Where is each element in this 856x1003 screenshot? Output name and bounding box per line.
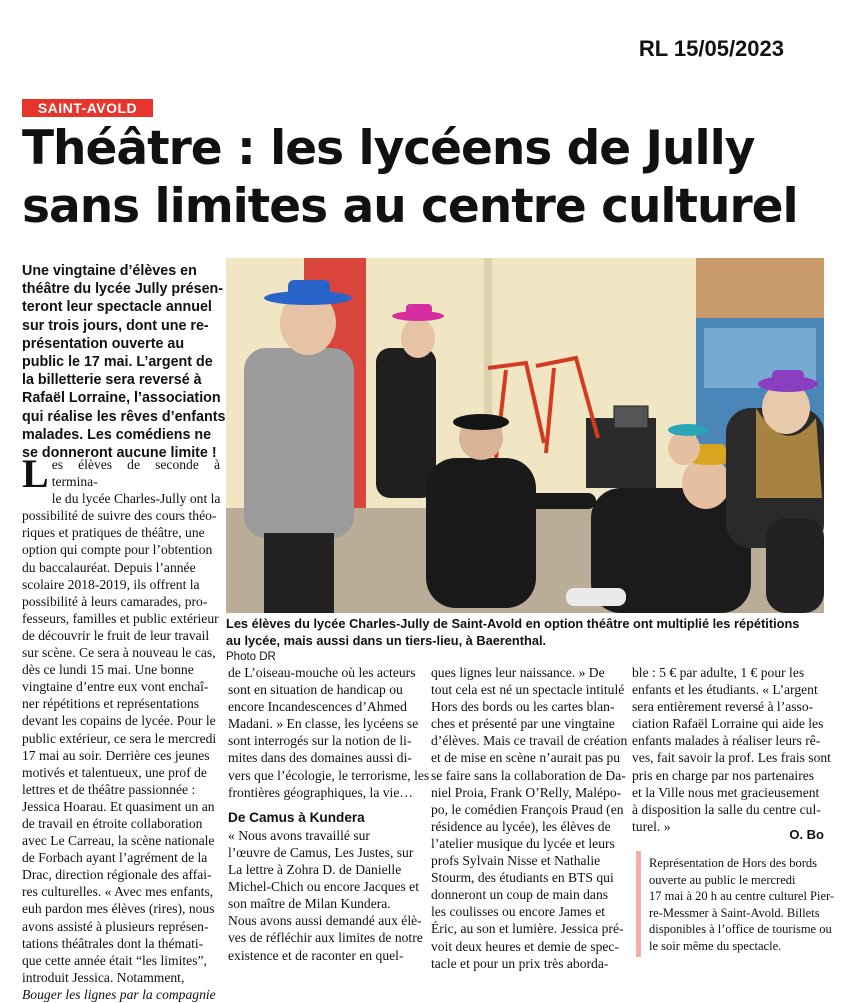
body-line: vers que l’écologie, le terrorisme, les	[228, 767, 430, 783]
drop-cap: L	[22, 451, 49, 496]
lead-line: la billetterie sera reversé à	[22, 372, 202, 389]
lead-line: teront leur spectacle annuel	[22, 299, 212, 316]
body-line: ciation Rafaël Lorraine qui aide les	[632, 716, 824, 732]
info-line: ouverte au public le mercredi	[649, 872, 796, 887]
body-line: ches et présenté par une vingtaine	[431, 716, 615, 732]
body-line: Nous avons aussi demandé aux élè-	[228, 913, 422, 929]
lead-line: qui réalise les rêves d’enfants	[22, 408, 226, 425]
body-line: ble : 5 € par adulte, 1 € pour les	[632, 665, 805, 680]
body-line: ner répétitions et représentations	[22, 696, 200, 712]
body-line: Madani. » En classe, les lycéens se	[228, 716, 419, 732]
body-line: que cette année était “les limites”,	[22, 952, 207, 968]
body-line: tout cela est né un spectacle intitulé	[431, 682, 625, 698]
body-line: tations théâtrales dont la thémati-	[22, 935, 204, 951]
info-text	[649, 855, 835, 954]
body-line: riques et pratiques de théâtre, une	[22, 525, 205, 541]
lead-line: présentation ouverte au	[22, 335, 185, 352]
article-column-3	[431, 664, 628, 972]
body-line: possibilité de suivre des cours théo-	[22, 508, 217, 524]
body-line: d’élèves. Mais ce travail de création	[431, 733, 628, 749]
lead-paragraph	[22, 262, 226, 462]
publication-source-date: RL 15/05/2023	[638, 36, 784, 61]
photo-credit: Photo DR	[226, 651, 276, 663]
article-column-4	[632, 664, 831, 835]
body-line: scolaire 2018-2019, ils offrent la	[22, 576, 200, 592]
lead-line: se donneront aucune limite !	[22, 445, 217, 462]
body-line: option qui compte pour l’obtention	[22, 542, 213, 558]
body-line: de découvrir le fruit de leur travail	[22, 627, 210, 643]
lead-line: public le 17 mai. L’argent de	[22, 354, 213, 371]
rehearsal-photo-illustration	[226, 258, 824, 613]
body-line: sur scène. Ce sera à nouveau le cas,	[22, 645, 216, 661]
headline	[22, 120, 842, 236]
body-line: « Nous avons travaillé sur	[228, 827, 370, 843]
body-line: voit deux heures et demie de spec-	[431, 938, 619, 954]
body-line: niel Proia, Frank O’Relly, Malépo-	[431, 784, 622, 800]
body-line: existence et de raconter en quel-	[228, 947, 404, 963]
body-line: le du lycée Charles-Jully ont la	[51, 491, 221, 507]
lead-line: sur trois jours, dont une re-	[22, 317, 209, 334]
info-line: 17 mai à 20 h au centre culturel Pier-	[649, 889, 835, 903]
photo-caption	[226, 616, 824, 666]
info-line: disponibles à l’office de tourisme ou	[649, 922, 832, 936]
body-line: Jessica Hoarau. Et quasiment un an	[22, 798, 215, 814]
lead-line: théâtre du lycée Jully présen-	[22, 281, 224, 298]
body-line: de travail en étroite collaboration	[22, 815, 203, 831]
body-line: avons assisté à plusieurs représen-	[22, 918, 209, 934]
body-line: vingtaine d’entre eux vont enchaî-	[22, 679, 209, 695]
body-line: résidence au lycée), les élèves de	[431, 818, 611, 834]
caption-text: au lycée, mais aussi dans un tiers-lieu, à Baerenthal.	[226, 632, 547, 648]
body-line: public extérieur, ce sera le mercredi	[22, 730, 217, 746]
body-line: pris en charge par nos partenaires	[632, 767, 815, 783]
author-signature: O. Bo	[789, 827, 824, 842]
body-line: fesseurs, familles et public extérieur	[22, 610, 219, 626]
body-line: introduit Jessica. Notamment,	[22, 969, 185, 985]
body-line: possibilité à leurs camarades, pro-	[22, 593, 208, 609]
body-line: profs Sylvain Nisse et Nathalie	[431, 853, 601, 869]
body-line: Éric, au son et lumière. Jessica pré-	[431, 921, 624, 937]
body-line: 17 mai au soir. Derrière ces jeunes	[22, 747, 210, 763]
body-line: se faire sans la collaboration de Da-	[431, 767, 626, 783]
body-line: sont en situation de handicap ou	[228, 682, 403, 698]
body-line: Bouger les lignes par la compagnie	[22, 986, 216, 1002]
body-line: motivés et talentueux, une prof de	[22, 764, 207, 780]
body-line: enfants malades à réaliser leurs rê-	[632, 733, 821, 749]
body-line: devant les copains de lycée. Pour le	[22, 713, 216, 729]
headline-line: Théâtre : les lycéens de Jully	[22, 121, 755, 176]
body-line: frontières géographiques, la vie…	[228, 784, 413, 800]
lead-line: malades. Les comédiens ne	[22, 426, 212, 443]
body-line: à disposition la salle du centre cul-	[632, 801, 821, 817]
headline-line: sans limites au centre culturel	[22, 179, 798, 234]
article-photo	[226, 258, 824, 613]
body-line: du baccalauréat. Depuis l’année	[22, 559, 196, 575]
body-line: es élèves de seconde à termina-	[51, 457, 220, 490]
body-line: de Forbach ayant l’agrément de la	[22, 850, 208, 866]
body-line: dès ce lundi 15 mai. Une bonne	[22, 662, 194, 678]
info-line: Représentation de Hors des bords	[649, 856, 818, 870]
body-line: et de mise en scène n’aurait pas pu	[431, 750, 621, 766]
body-line: et la Ville nous met gracieusement	[632, 784, 820, 800]
body-line: res culturelles. « Avec mes enfants,	[22, 884, 214, 900]
body-line: ves de réfléchir aux limites de notre	[228, 930, 423, 946]
body-line: mites dans des domaines aussi di-	[228, 750, 412, 766]
practical-info-box	[636, 851, 835, 957]
body-line: tacle et pour un prix très aborda-	[431, 955, 609, 971]
info-line: re-Messmer à Saint-Avold. Billets	[649, 905, 820, 920]
body-line: turel. »	[632, 818, 671, 834]
body-line: Hors des bords ou les cartes blan-	[431, 699, 615, 715]
lead-line: Une vingtaine d’élèves en	[22, 263, 197, 279]
body-line: Michel-Chich ou encore Jacques et	[228, 879, 419, 895]
body-line: enfants et les étudiants. « L’argent	[632, 682, 818, 698]
body-line: sera entièrement reversé à l’asso-	[632, 699, 814, 715]
lead-line: Rafaël Lorraine, l’association	[22, 390, 221, 407]
body-line: Drac, direction régionale des affai-	[22, 867, 212, 883]
body-line: lettres et de théâtre passionnée :	[22, 781, 196, 797]
body-line: l’œuvre de Camus, Les Justes, sur	[228, 844, 414, 860]
body-line: avec Le Carreau, la scène nationale	[22, 833, 215, 849]
body-line: ves, fait savoir la prof. Les frais sont	[632, 750, 831, 766]
info-line: le soir même du spectacle.	[649, 938, 782, 953]
body-line: euh pardon mes élèves (rires), nous	[22, 901, 215, 917]
body-line: les coulisses ou encore James et	[431, 904, 606, 920]
body-line: son maître de Milan Kundera.	[228, 896, 391, 912]
rubric-badge: SAINT-AVOLD	[22, 99, 153, 117]
article-column-2	[228, 664, 430, 964]
body-line: po, le comédien François Praud (en	[431, 801, 624, 817]
subheading: De Camus à Kundera	[228, 809, 365, 825]
body-line: encore Incandescences d’Ahmed	[228, 699, 407, 715]
body-line: Stourm, des étudiants en BTS qui	[431, 870, 614, 886]
body-line: l’atelier musique du lycée et leurs	[431, 835, 615, 851]
caption-line: Les élèves du lycée Charles-Jully de Saint-Avold en option théâtre ont multiplié les répétitions	[226, 616, 800, 631]
body-line: de L’oiseau-mouche où les acteurs	[228, 665, 416, 680]
body-line: La lettre à Zohra D. de Danielle	[228, 862, 402, 878]
body-line: sont interrogés sur la notion de li-	[228, 733, 412, 749]
body-line: donneront un coup de main dans	[431, 887, 609, 903]
caption-line	[226, 633, 824, 666]
body-line: ques lignes leur naissance. » De	[431, 665, 605, 680]
